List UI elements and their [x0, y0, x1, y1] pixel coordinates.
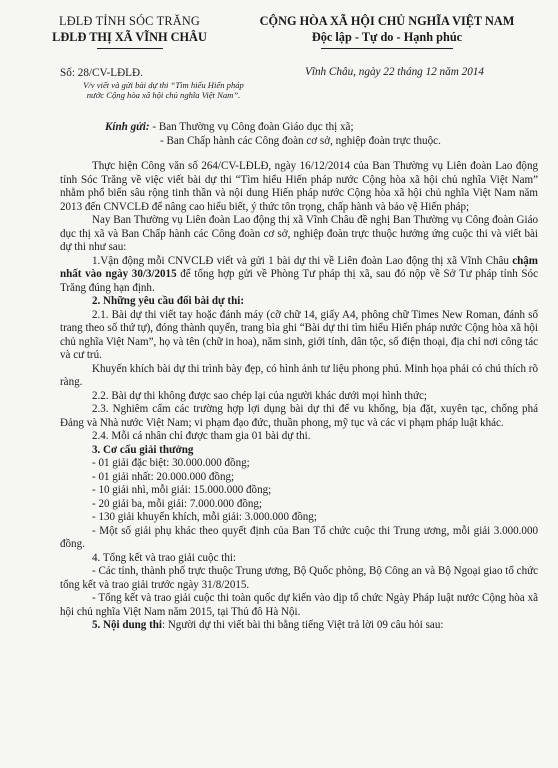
document-subject	[56, 81, 271, 100]
text-run: : Người dự thi viết bài thi bằng tiếng Việt trả lời 09 câu hỏi sau:	[162, 619, 444, 631]
paragraph: 2.1. Bài dự thi viết tay hoặc đánh máy (cỡ chữ 14, giấy A4, phông chữ Times New Roman, đánh số trang theo số thứ tự), đóng thành quyển, trang bìa ghi “Bài dự thi tìm hiểu Hiến pháp nước Cộng hòa xã hội chủ nghĩa Việt Nam”, họ và tên (chữ in hoa), năm sinh, giới tính, dân tộc, số điện thoại, địa chỉ nơi công tác và cư trú.	[60, 308, 538, 361]
national-header	[237, 14, 537, 49]
prize-item: - 01 giải nhất: 20.000.000 đồng;	[92, 470, 235, 483]
section-heading: 5. Nội dung thi	[92, 619, 162, 631]
paragraph: - Tổng kết và trao giải cuộc thi toàn quốc dự kiến vào dịp tổ chức Ngày Pháp luật nước Cộng hòa xã hội chủ nghĩa Việt Nam năm 2015, tại Thủ đô Hà Nội.	[60, 592, 538, 618]
recipient-line: - Ban Chấp hành các Công đoàn cơ sở, nghiệp đoàn trực thuộc.	[160, 134, 441, 147]
recipient-line: - Ban Thường vụ Công đoàn Giáo dục thị xã;	[152, 121, 354, 133]
national-motto: Độc lập - Tự do - Hạnh phúc	[311, 30, 463, 44]
recipients	[105, 121, 441, 148]
section-heading: 4. Tổng kết và trao giải cuộc thi:	[92, 551, 236, 564]
paragraph: Nay Ban Thường vụ Liên đoàn Lao động thị xã Vĩnh Châu đề nghị Ban Thường vụ Công đoàn Giáo dục thị xã và Ban Chấp hành các Công đoàn cơ sở, nghiệp đoàn trực thuộc hưởng ứng cuộc thi và viết bài dự thi như sau:	[60, 214, 538, 253]
section-heading: 2. Những yêu cầu đối bài dự thi:	[92, 295, 244, 307]
paragraph: 2.4. Mỗi cá nhân chỉ được tham gia 01 bài dự thi.	[92, 430, 311, 442]
recipients-label: Kính gửi:	[105, 121, 150, 133]
paragraph	[60, 619, 538, 633]
header-divider-left	[97, 48, 163, 49]
parent-organization: LĐLĐ TỈNH SÓC TRĂNG	[58, 14, 200, 28]
text-run: để tổng hợp gửi về Phòng Tư pháp thị xã, sau đó nộp về Sở Tư pháp tỉnh Sóc Trăng đúng hạn định.	[60, 268, 538, 294]
nation-title: CỘNG HÒA XÃ HỘI CHỦ NGHĨA VIỆT NAM	[259, 14, 515, 28]
paragraph: Khuyến khích bài dự thi trình bày đẹp, có hình ảnh tư liệu phong phú. Minh họa phải có chú thích rõ ràng.	[60, 362, 538, 388]
text-run: 1.Vận động mỗi CNVCLĐ viết và gửi 1 bài dự thi về Liên đoàn Lao động thị xã Vĩnh Châu	[92, 254, 513, 267]
prize-item: - 01 giải đặc biệt: 30.000.000 đồng;	[92, 457, 250, 469]
issuing-organization	[22, 14, 237, 49]
subject-line: V/v viết và gửi bài dự thi “Tìm hiểu Hiến pháp	[83, 80, 244, 90]
paragraph: 2.3. Nghiêm cấm các trường hợp lợi dụng bài dự thi để vu khống, bịa đặt, xuyên tạc, chống phá Đảng và Nhà nước Việt Nam; vi phạm đạo đức, thuần phong, mỹ tục và các vi phạm pháp luật khác.	[60, 403, 538, 429]
prize-item: - 20 giải ba, mỗi giải: 7.000.000 đồng;	[92, 497, 262, 510]
paragraph: - Một số giải phụ khác theo quyết định của Ban Tổ chức cuộc thi Trung ương, mỗi giải 3.000.000 đồng.	[60, 524, 538, 550]
document-date: Vĩnh Châu, ngày 22 tháng 12 năm 2014	[305, 66, 484, 78]
paragraph: 2.2. Bài dự thi không được sao chép lại của người khác dưới mọi hình thức;	[92, 389, 427, 402]
subject-line: nước Cộng hòa xã hội chủ nghĩa Việt Nam”.	[86, 89, 241, 100]
document-number: Số: 28/CV-LĐLĐ.	[60, 67, 143, 79]
prize-item: - 130 giải khuyến khích, mỗi giải: 3.000.000 đồng;	[92, 511, 317, 523]
issuing-organization-name: LĐLĐ THỊ XÃ VĨNH CHÂU	[52, 30, 207, 44]
paragraph	[60, 255, 538, 296]
section-heading: 3. Cơ cấu giải thưởng	[92, 443, 194, 456]
document-body	[60, 160, 538, 633]
header-divider-right	[321, 48, 453, 49]
prize-item: - 10 giải nhì, mỗi giải: 15.000.000 đồng;	[92, 484, 272, 496]
paragraph: - Các tỉnh, thành phố trực thuộc Trung ương, Bộ Quốc phòng, Bộ Công an và Bộ Ngoại giao tổ chức tổng kết và trao giải trước ngày 31/8/2015.	[60, 565, 538, 591]
deadline-text: chậm nhất vào ngày 30/3/2015	[60, 254, 538, 280]
paragraph: Thực hiện Công văn số 264/CV-LĐLĐ, ngày 16/12/2014 của Ban Thường vụ Liên đoàn Lao động tỉnh Sóc Trăng về việc viết bài dự thi “Tìm hiểu Hiến pháp nước Cộng hòa xã hội chủ nghĩa Việt Nam” nhằm phổ biến sâu rộng tinh thần và nội dung Hiến pháp nước Cộng hòa xã hội chủ nghĩa Việt Nam năm 2013 đến CNVCLĐ để nâng cao hiểu biết, ý thức tôn trọng, chấp hành và bảo vệ Hiến pháp;	[60, 160, 538, 213]
